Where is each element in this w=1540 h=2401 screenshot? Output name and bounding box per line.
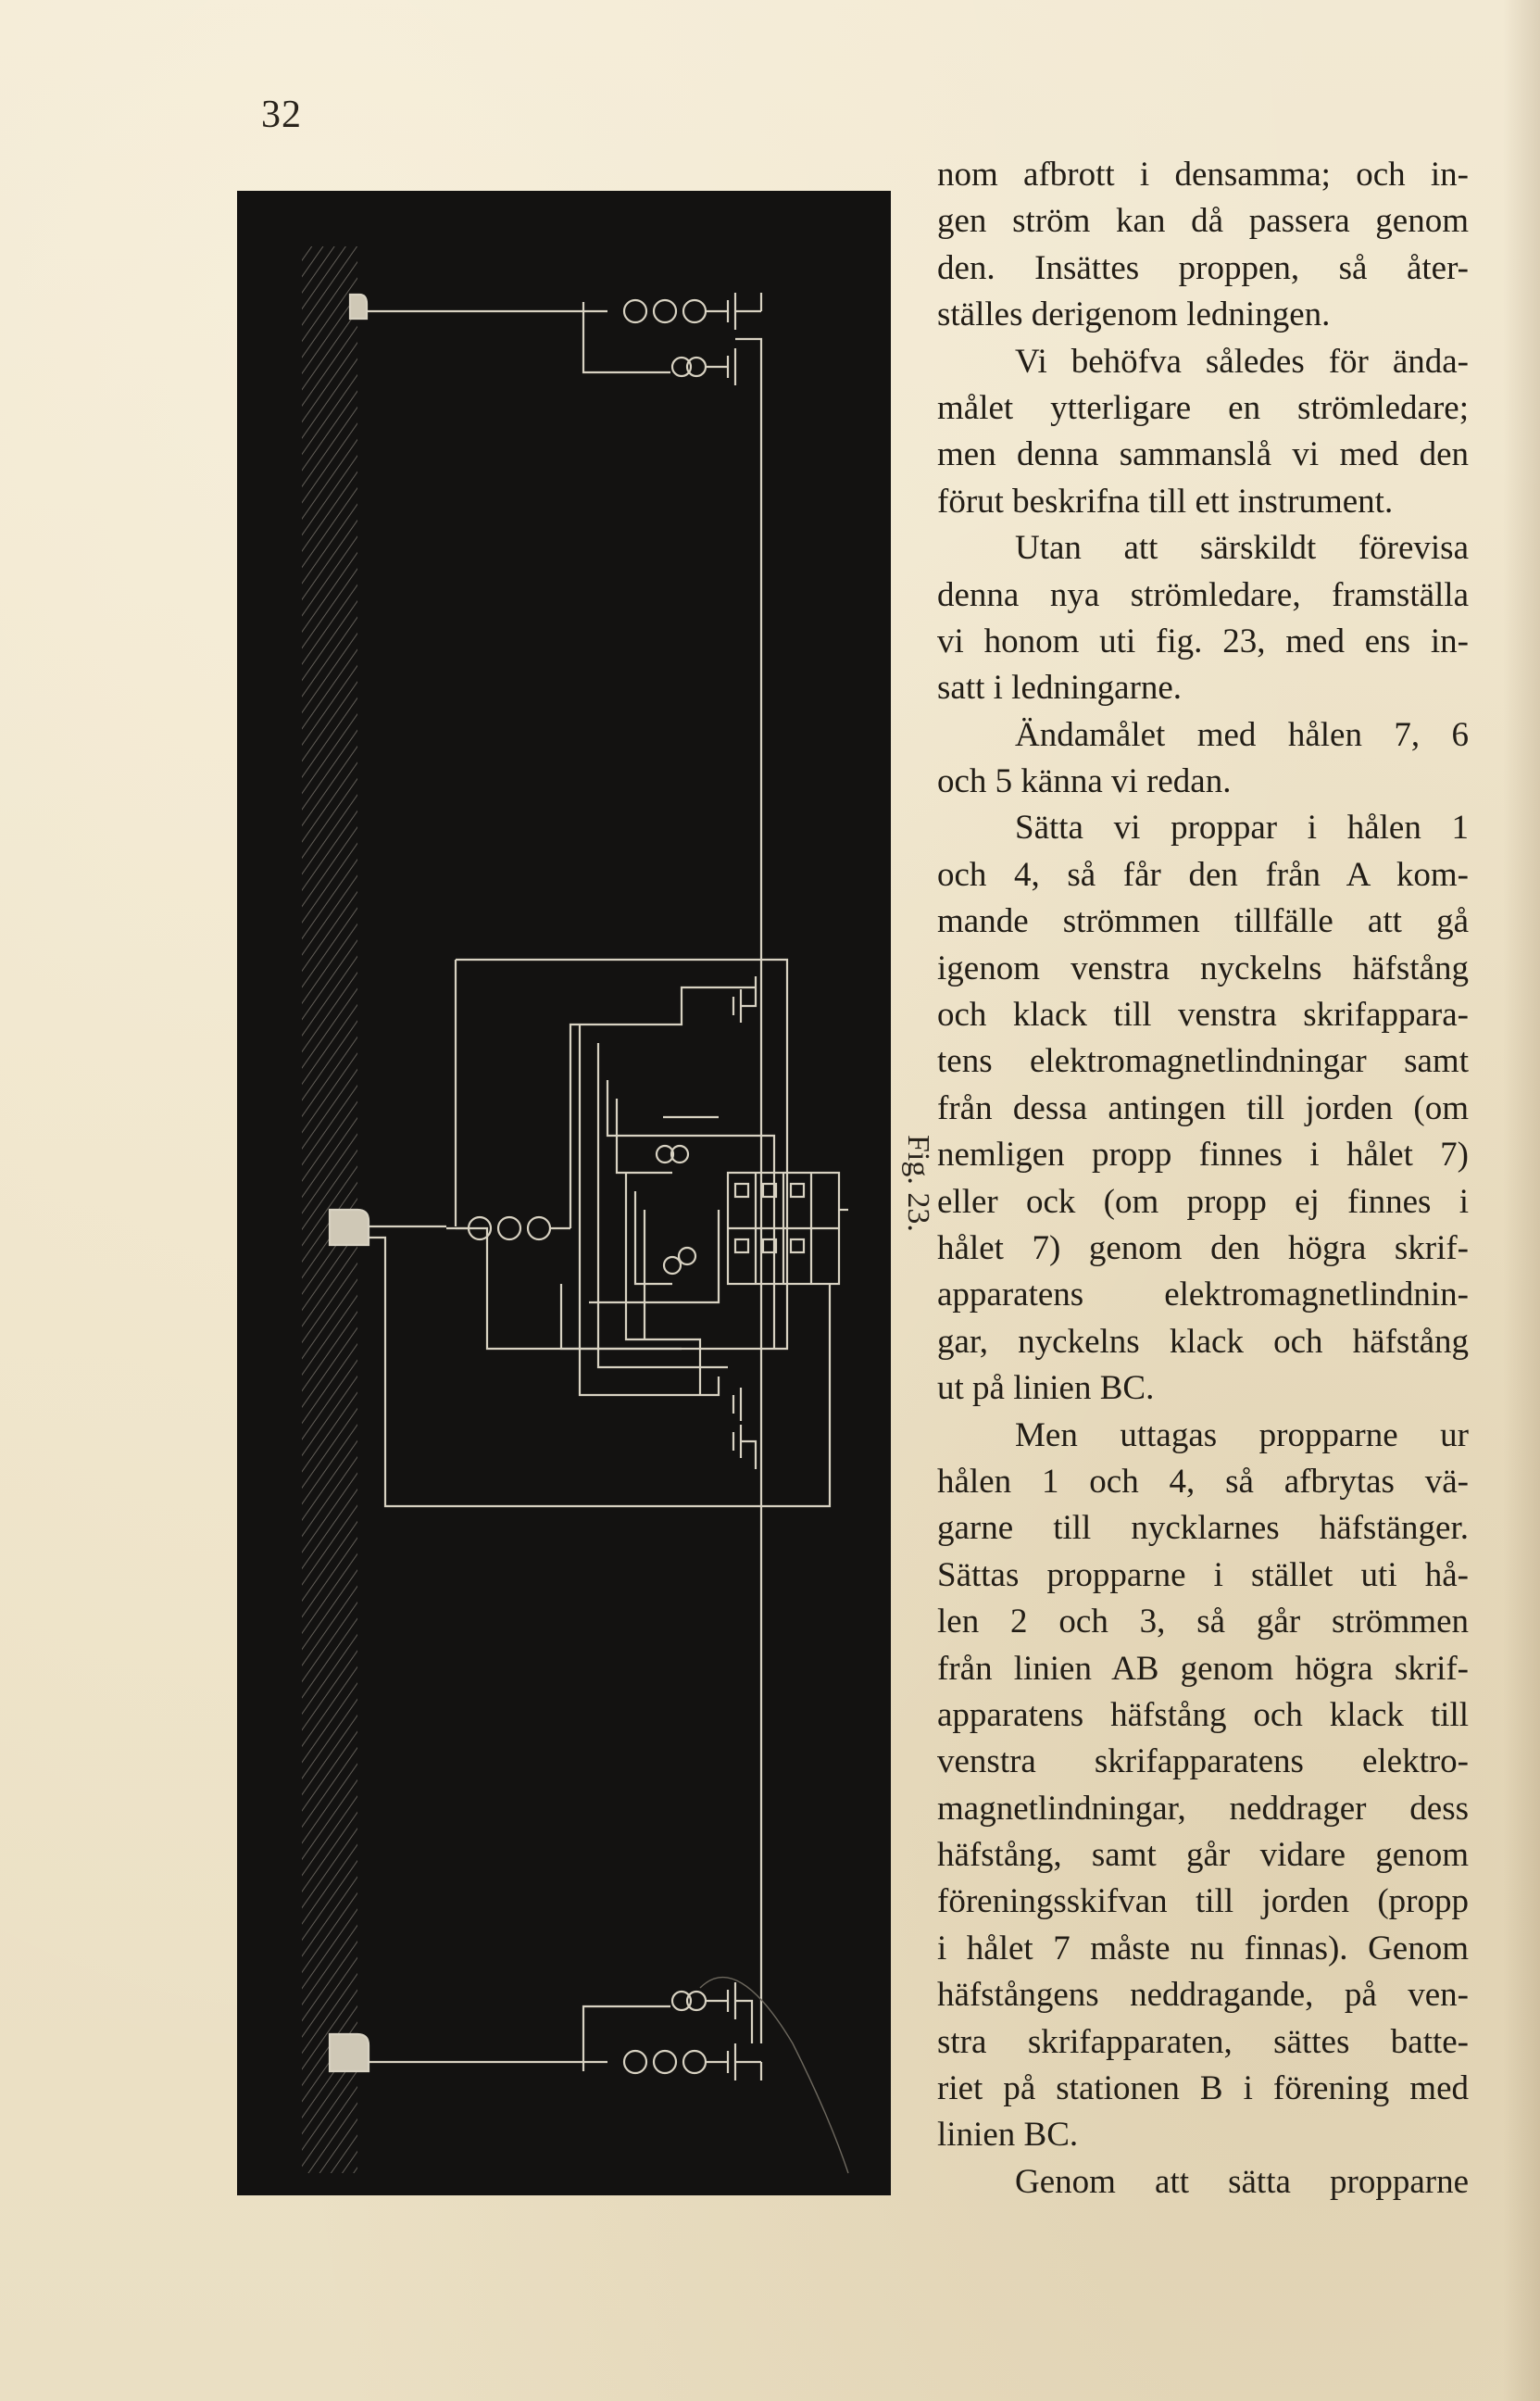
text-line: vi honom uti fig. 23, med ens in-	[937, 622, 1469, 660]
circuit-diagram	[237, 191, 891, 2195]
text-line: hålen 1 och 4, så afbrytas vä-	[937, 1462, 1469, 1501]
text-line: igenom venstra nyckelns häfstång	[937, 949, 1469, 987]
text-line: föreningsskifvan till jorden (propp	[937, 1882, 1469, 1921]
top-battery-cell-3	[683, 300, 706, 322]
text-line: satt i ledningarne.	[937, 669, 1183, 708]
middle-battery-cell-3	[528, 1217, 550, 1239]
circuit-diagram-figure	[237, 191, 891, 2195]
text-line: mande strömmen tillfälle att gå	[937, 902, 1469, 941]
figure-caption: Fig. 23.	[901, 1135, 935, 1232]
text-line: och klack till venstra skrifappara-	[937, 996, 1469, 1035]
text-line: ut på linien BC.	[937, 1369, 1155, 1408]
text-line: Vi behöfva således för ända-	[1015, 342, 1469, 381]
text-line: venstra skrifapparatens elektro-	[937, 1742, 1469, 1781]
top-station-key	[350, 295, 367, 319]
text-line: Genom att sätta propparne	[1015, 2162, 1469, 2201]
text-line: nemligen propp finnes i hålet 7)	[937, 1136, 1469, 1175]
bottom-battery-cell-1	[624, 2051, 646, 2073]
text-line: Ändamålet med hålen 7, 6	[1015, 715, 1469, 754]
text-line: häfstångens neddragande, på ven-	[937, 1976, 1469, 2015]
text-line: denna nya strömledare, framställa	[937, 575, 1469, 614]
text-line: nom afbrott i densamma; och in-	[937, 156, 1469, 194]
body-text-column	[937, 152, 1469, 2206]
top-battery-cell-2	[654, 300, 676, 322]
bottom-battery-cell-3	[683, 2051, 706, 2073]
page-number: 32	[261, 94, 302, 136]
text-line: Sätta vi proppar i hålen 1	[1015, 809, 1469, 848]
text-line: från linien AB genom högra skrif-	[937, 1649, 1469, 1688]
text-line: linien BC.	[937, 2116, 1079, 2155]
text-line: stra skrifapparaten, sättes batte-	[937, 2022, 1469, 2061]
text-line: garne till nycklarnes häfstänger.	[937, 1509, 1469, 1548]
text-line: magnetlindningar, neddrager dess	[937, 1789, 1469, 1828]
text-line: gen ström kan då passera genom	[937, 202, 1469, 241]
text-line: apparatens elektromagnetlindnin-	[937, 1276, 1469, 1314]
text-line: tens elektromagnetlindningar samt	[937, 1042, 1469, 1081]
bottom-battery-cell-2	[654, 2051, 676, 2073]
page-edge-shading	[1503, 0, 1540, 2401]
text-line: och 4, så får den från A kom-	[937, 855, 1469, 894]
text-line: förut beskrifna till ett instrument.	[937, 482, 1394, 521]
text-line: Utan att särskildt förevisa	[1015, 529, 1469, 568]
text-line: Sättas propparne i stället uti hå-	[937, 1555, 1469, 1594]
text-line: målet ytterligare en strömledare;	[937, 388, 1469, 427]
text-line: och 5 känna vi redan.	[937, 762, 1232, 801]
text-line: Men uttagas propparne ur	[1015, 1415, 1469, 1454]
text-line: men denna sammanslå vi med den	[937, 435, 1469, 474]
text-line: från dessa antingen till jorden (om	[937, 1088, 1469, 1127]
text-line: den. Insättes proppen, så åter-	[937, 248, 1469, 287]
text-line: i hålet 7 måste nu finnas). Genom	[937, 1929, 1469, 1967]
middle-station-key	[330, 1210, 369, 1245]
text-line: riet på stationen B i förening med	[937, 2069, 1469, 2108]
text-line: len 2 och 3, så går strömmen	[937, 1603, 1469, 1641]
text-line: häfstång, samt går vidare genom	[937, 1836, 1469, 1875]
text-line: eller ock (om propp ej finnes i	[937, 1182, 1469, 1221]
text-line: apparatens häfstång och klack till	[937, 1695, 1469, 1734]
text-line: hålet 7) genom den högra skrif-	[937, 1228, 1469, 1267]
text-line: gar, nyckelns klack och häfstång	[937, 1322, 1469, 1361]
top-battery-cell-1	[624, 300, 646, 322]
bottom-station-key	[330, 2034, 369, 2071]
middle-battery-cell-2	[498, 1217, 520, 1239]
text-line: ställes derigenom ledningen.	[937, 295, 1331, 334]
